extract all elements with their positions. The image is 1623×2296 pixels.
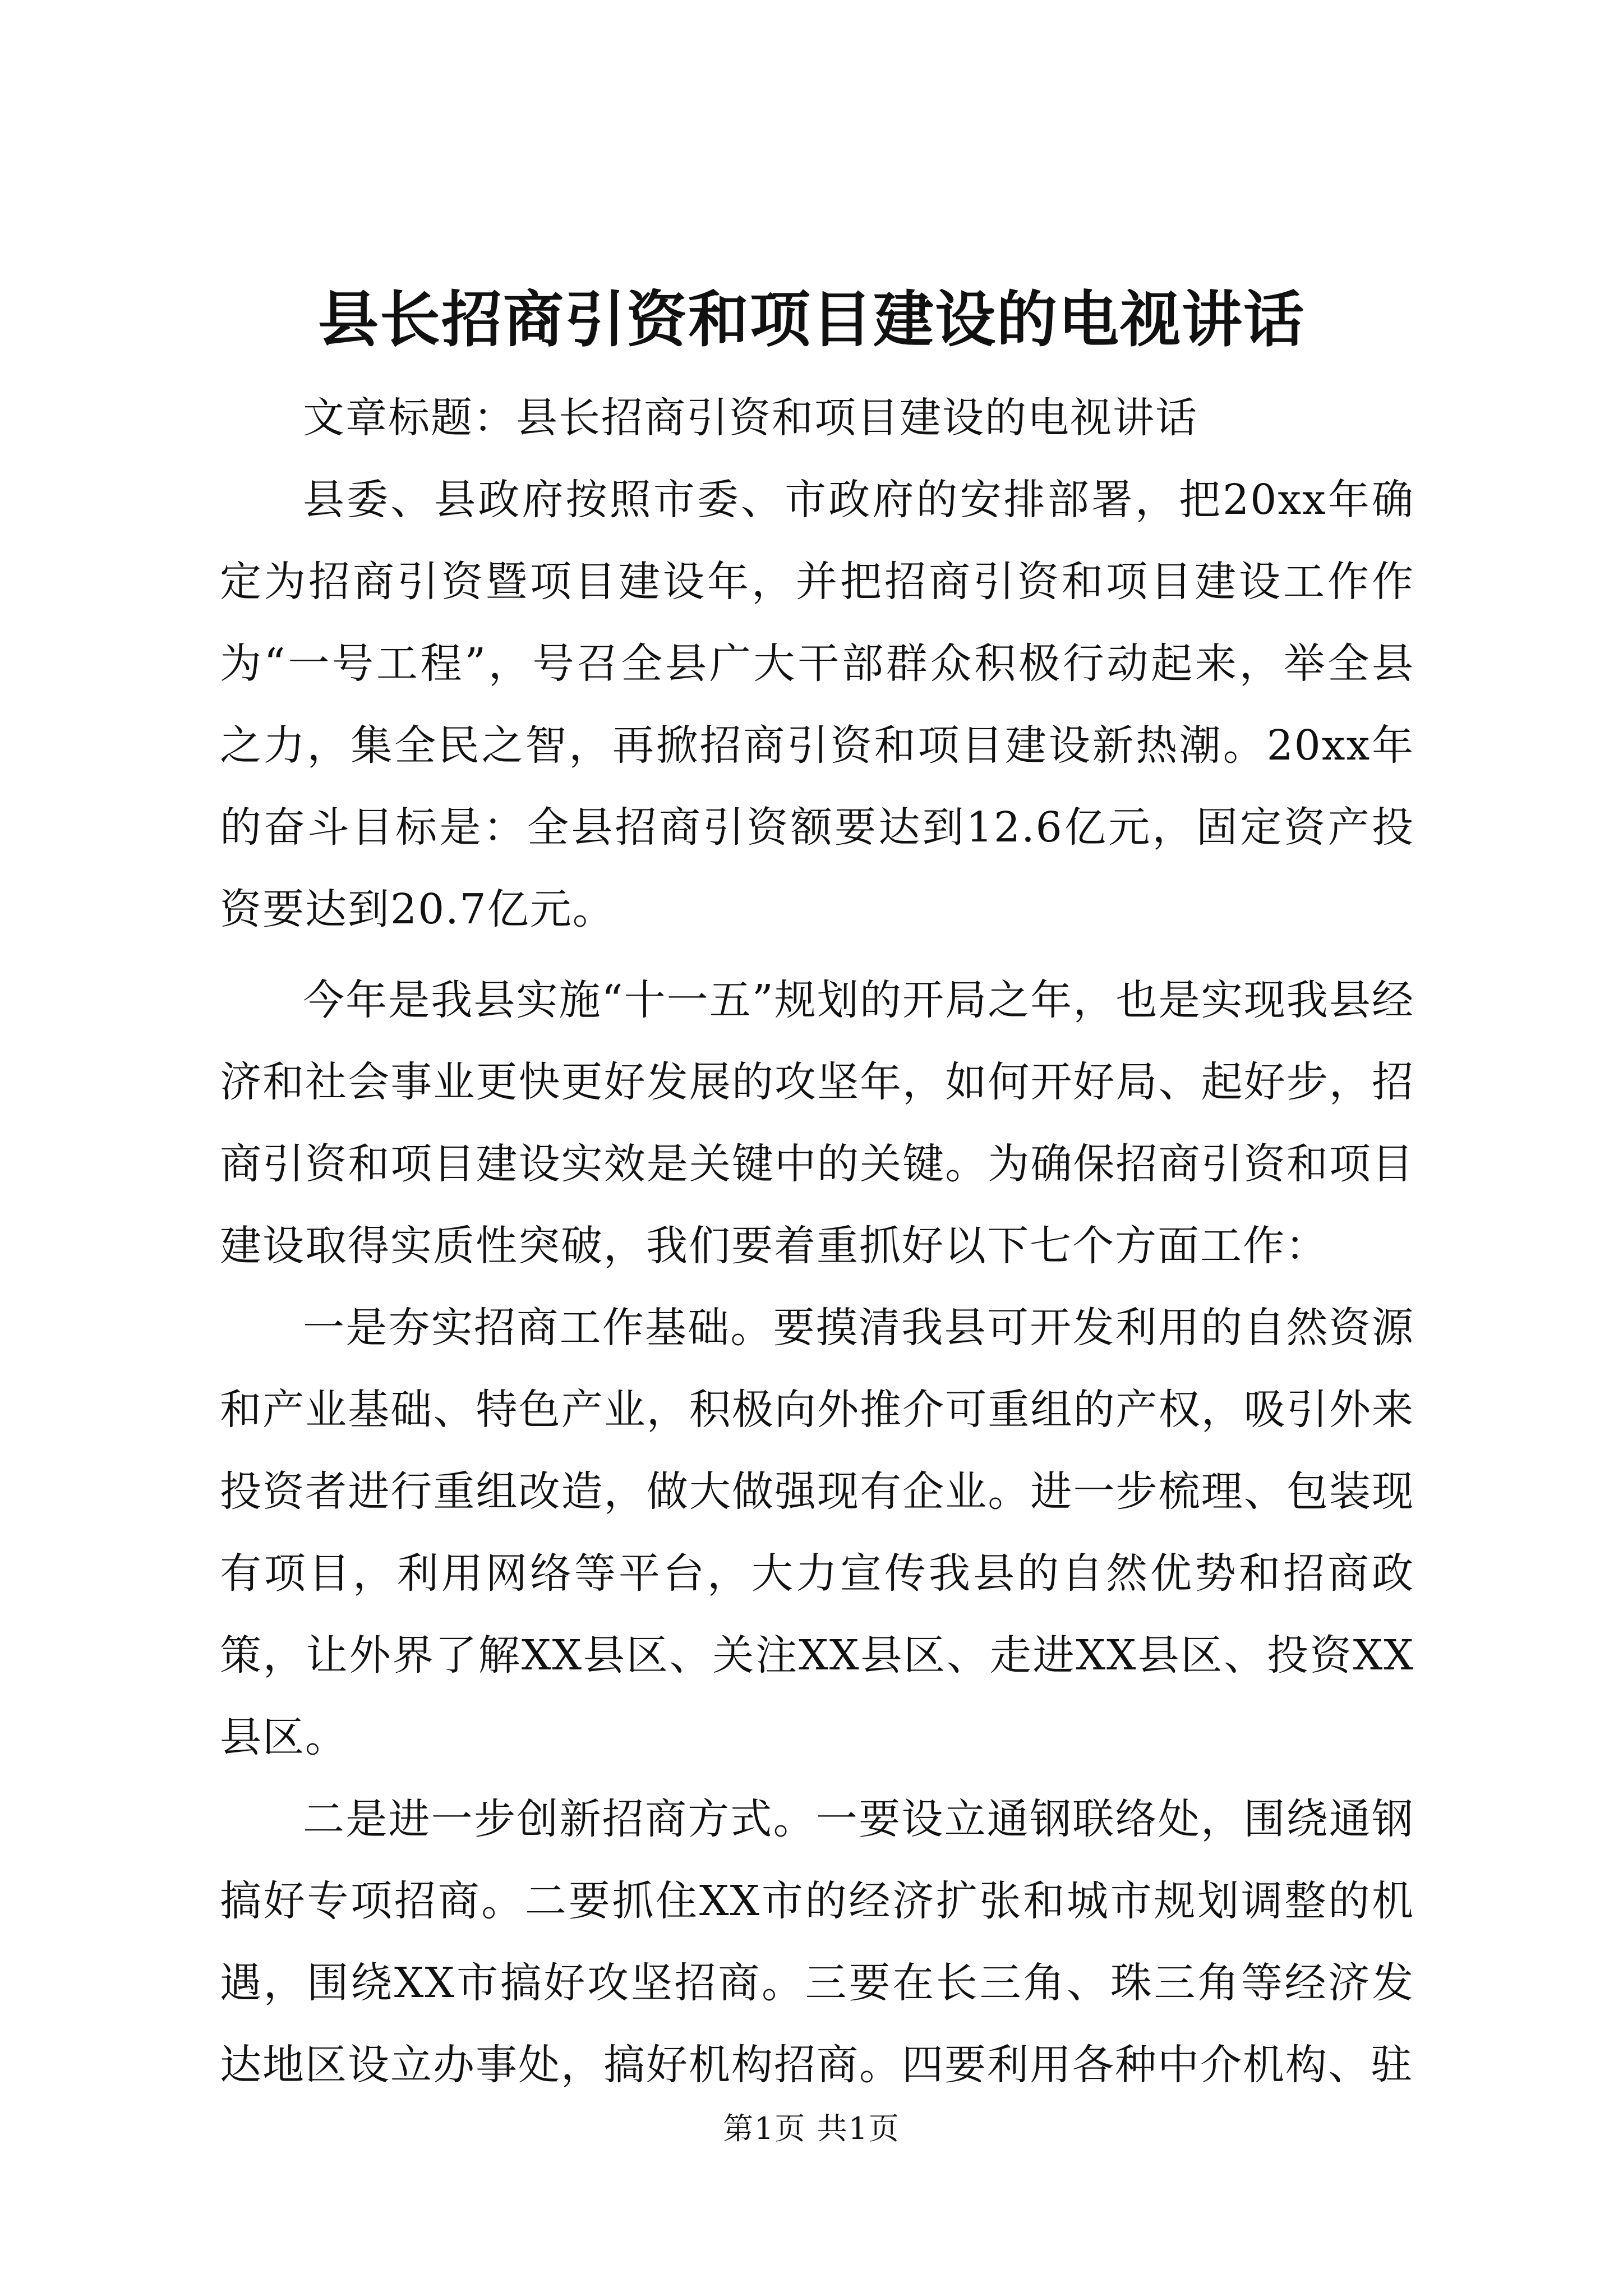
paragraph-2: 今年是我县实施“十一五”规划的开局之年，也是实现我县经济和社会事业更快更好发展的攻坚年，如何开好局、起好步，招商引资和项目建设实效是关键中的关键。为确保招商引资和项目建设取得实质性突破，我们要着重抓好以下七个方面工作： bbox=[220, 976, 1414, 1270]
document-title: 县长招商引资和项目建设的电视讲话 bbox=[317, 284, 1305, 355]
paragraph-3: 一是夯实招商工作基础。要摸清我县可开发利用的自然资源和产业基础、特色产业，积极向外推介可重组的产权，吸引外来投资者进行重组改造，做大做强现有企业。进一步梳理、包装现有项目，利用网络等平台，大力宣传我县的自然优势和招商政策，让外界了解XX县区、关注XX县区、走进XX县区、投资XX县区。 bbox=[220, 1304, 1414, 1761]
paragraph-1: 县委、县政府按照市委、市政府的安排部署，把20xx年确定为招商引资暨项目建设年，并把招商引资和项目建设工作作为“一号工程”，号召全县广大干部群众积极行动起来，举全县之力，集全民之智，再掀招商引资和项目建设新热潮。20xx年的奋斗目标是：全县招商引资额要达到12.6亿元，固定资产投资要达到20.7亿元。 bbox=[220, 476, 1414, 933]
paragraph-4: 二是进一步创新招商方式。一要设立通钢联络处，围绕通钢搞好专项招商。二要抓住XX市的经济扩张和城市规划调整的机遇，围绕XX市搞好攻坚招商。三要在长三角、珠三角等经济发达地区设立办事处，搞好机构招商。四要利用各种中介机构、驻 bbox=[220, 1795, 1414, 2089]
document-body bbox=[220, 377, 1414, 2106]
page-footer: 第1页 共1页 bbox=[723, 2111, 900, 2146]
article-title-line: 文章标题：县长招商引资和项目建设的电视讲话 bbox=[303, 394, 1198, 442]
